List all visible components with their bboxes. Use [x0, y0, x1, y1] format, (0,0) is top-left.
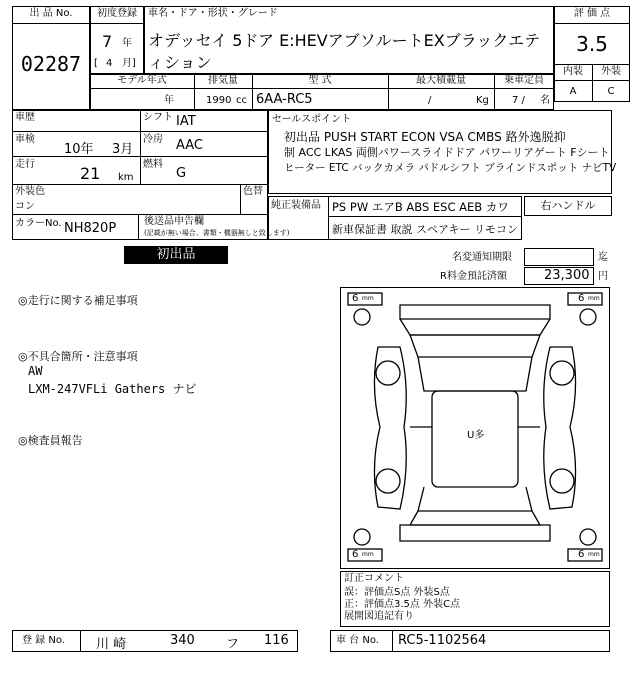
interior-grade: A	[569, 86, 577, 97]
car-name-line2: ィション	[148, 53, 212, 72]
history-label: 車歴	[15, 112, 35, 123]
ext-color-value: コン	[15, 201, 35, 212]
car-diagram-drawing	[340, 287, 610, 569]
aftermarket-note: (記載が無い場合、書類・機器無しと致します)	[144, 229, 290, 237]
aircon-value: AAC	[176, 138, 203, 153]
left-rear-wheel	[376, 469, 400, 493]
shift-label: シフト	[143, 112, 173, 123]
equipment-line1: PS PW エアB ABS ESC AEB カワ	[332, 200, 509, 214]
reg-number: 116	[264, 633, 289, 648]
fuel-value: G	[176, 166, 187, 181]
color-change-label: 色替	[243, 186, 263, 197]
score-label: 評 価 点	[573, 8, 611, 19]
color-no-value: NH820P	[64, 221, 117, 236]
right-rear-wheel	[550, 469, 574, 493]
displacement-label: 排気量	[208, 75, 238, 86]
interior-label: 内装	[563, 66, 583, 77]
left-front-wheel	[376, 361, 400, 385]
mileage-label: 走行	[15, 159, 35, 170]
spare-rear-left	[354, 529, 370, 545]
tire-front-right-unit: mm	[588, 295, 600, 302]
type-label: 型 式	[308, 75, 332, 86]
spare-front-left	[354, 309, 370, 325]
reg-class: 340	[170, 633, 195, 648]
mileage-unit: km	[118, 172, 134, 183]
model-year-unit: 年	[164, 95, 174, 106]
inspection-label: 車検	[15, 134, 35, 145]
inspection-year: 10年	[64, 142, 94, 157]
ext-color-label: 外装色	[15, 186, 45, 197]
first-reg-year-unit: 年	[122, 38, 132, 49]
fuel-label: 燃料	[143, 159, 163, 170]
defect-line1: AW	[28, 364, 43, 378]
max-load-unit: Kg	[476, 95, 489, 106]
sales-line2: 制 ACC LKAS 両側パワースライドドア パワーリアゲート Fシート	[284, 146, 610, 159]
windshield-outline	[410, 335, 540, 357]
handle-value: 右ハンドル	[540, 199, 596, 212]
reg-kana: フ	[226, 637, 240, 652]
rear-cabin-outline	[418, 487, 532, 511]
equipment-label: 純正装備品	[271, 200, 321, 211]
tire-front-right: 6	[578, 293, 585, 304]
spare-rear-right	[580, 529, 596, 545]
name-change-label: 名変通知期限	[452, 252, 512, 263]
car-name-line1: オデッセイ 5ドア E:HEVアブソルートEXブラックエテ	[148, 31, 541, 50]
left-side-outline	[374, 347, 406, 509]
lot-number: 02287	[20, 52, 82, 76]
aftermarket-label: 後送品申告欄	[144, 216, 204, 227]
correction-line1: 誤：評価点S点 外装S点	[344, 587, 450, 598]
model-year-label: モデル年式	[117, 75, 167, 86]
name-change-field	[524, 248, 594, 266]
hood-outline	[400, 319, 550, 335]
chassis-number: RC5-1102564	[398, 633, 487, 648]
max-load-slash: /	[428, 95, 432, 106]
exterior-grade: C	[607, 86, 615, 97]
spare-front-right	[580, 309, 596, 325]
tire-rear-right-unit: mm	[588, 551, 600, 558]
sales-line3: ヒーター ETC バックカメラ パドルシフト ブラインドスポット ナビTV	[284, 162, 617, 174]
aircon-label: 冷房	[143, 134, 163, 145]
capacity-label: 乗車定員	[504, 75, 544, 86]
inspection-month: 3月	[112, 142, 134, 157]
front-bumper-outline	[400, 305, 550, 319]
first-reg-year: 7	[102, 32, 113, 51]
tire-rear-left-unit: mm	[362, 551, 374, 558]
car-name-label: 車名・ドア・形状・グレード	[148, 8, 278, 19]
max-load-label: 最大積載量	[416, 75, 466, 86]
capacity-unit: 名	[540, 95, 550, 106]
defects-label: ◎不具合箇所・注意事項	[18, 350, 138, 363]
reg-area: 川 崎	[96, 637, 127, 652]
reg-label: 登 録 No.	[22, 635, 65, 646]
chassis-label: 車 台 No.	[336, 635, 379, 646]
defect-line2: LXM-247VFLi Gathers ナビ	[28, 382, 197, 396]
name-change-unit: 迄	[598, 252, 608, 263]
right-front-wheel	[550, 361, 574, 385]
sales-line1: 初出品 PUSH START ECON VSA CMBS 路外逸脱抑	[284, 130, 566, 144]
displacement-unit: cc	[236, 95, 247, 106]
cabin-outline	[418, 357, 532, 391]
first-reg-label: 初度登録	[97, 8, 137, 19]
tire-rear-right: 6	[578, 549, 585, 560]
exterior-label: 外装	[601, 66, 621, 77]
recycle-unit: 円	[598, 271, 608, 282]
type-value: 6AA-RC5	[256, 92, 313, 107]
recycle-label: R料金預託済額	[440, 271, 507, 282]
tire-front-left-unit: mm	[362, 295, 374, 302]
equipment-line2: 新車保証書 取説 スペアキー リモコン	[332, 223, 519, 236]
displacement-value: 1990	[206, 95, 232, 106]
inspector-label: ◎検査員報告	[18, 434, 83, 447]
rear-bumper-outline	[400, 525, 550, 541]
capacity-value: 7 /	[512, 95, 525, 106]
tire-front-left: 6	[352, 293, 359, 304]
correction-line3: 展開図追記有り	[344, 611, 414, 622]
first-reg-month-unit: 月]	[122, 58, 136, 69]
mileage-value: 21	[80, 164, 101, 183]
supplement-label: ◎走行に関する補足事項	[18, 294, 138, 307]
correction-line2: 正：評価点3.5点 外装C点	[344, 599, 461, 610]
rear-window-outline	[410, 511, 540, 525]
recycle-value: 23,300	[544, 268, 590, 283]
lot-label: 出 品 No.	[29, 8, 73, 19]
first-reg-month: 4	[106, 58, 113, 69]
month-open: [	[94, 58, 98, 69]
score-value: 3.5	[576, 32, 608, 56]
right-side-outline	[544, 347, 576, 509]
sales-label: セールスポイント	[272, 114, 352, 125]
tire-rear-left: 6	[352, 549, 359, 560]
shift-value: IAT	[176, 114, 196, 129]
first-listing-banner: 初出品	[124, 246, 228, 264]
color-no-label: カラーNo.	[15, 218, 62, 229]
correction-label: 訂正コメント	[344, 573, 404, 584]
roof-damage-mark: U多	[467, 430, 485, 441]
